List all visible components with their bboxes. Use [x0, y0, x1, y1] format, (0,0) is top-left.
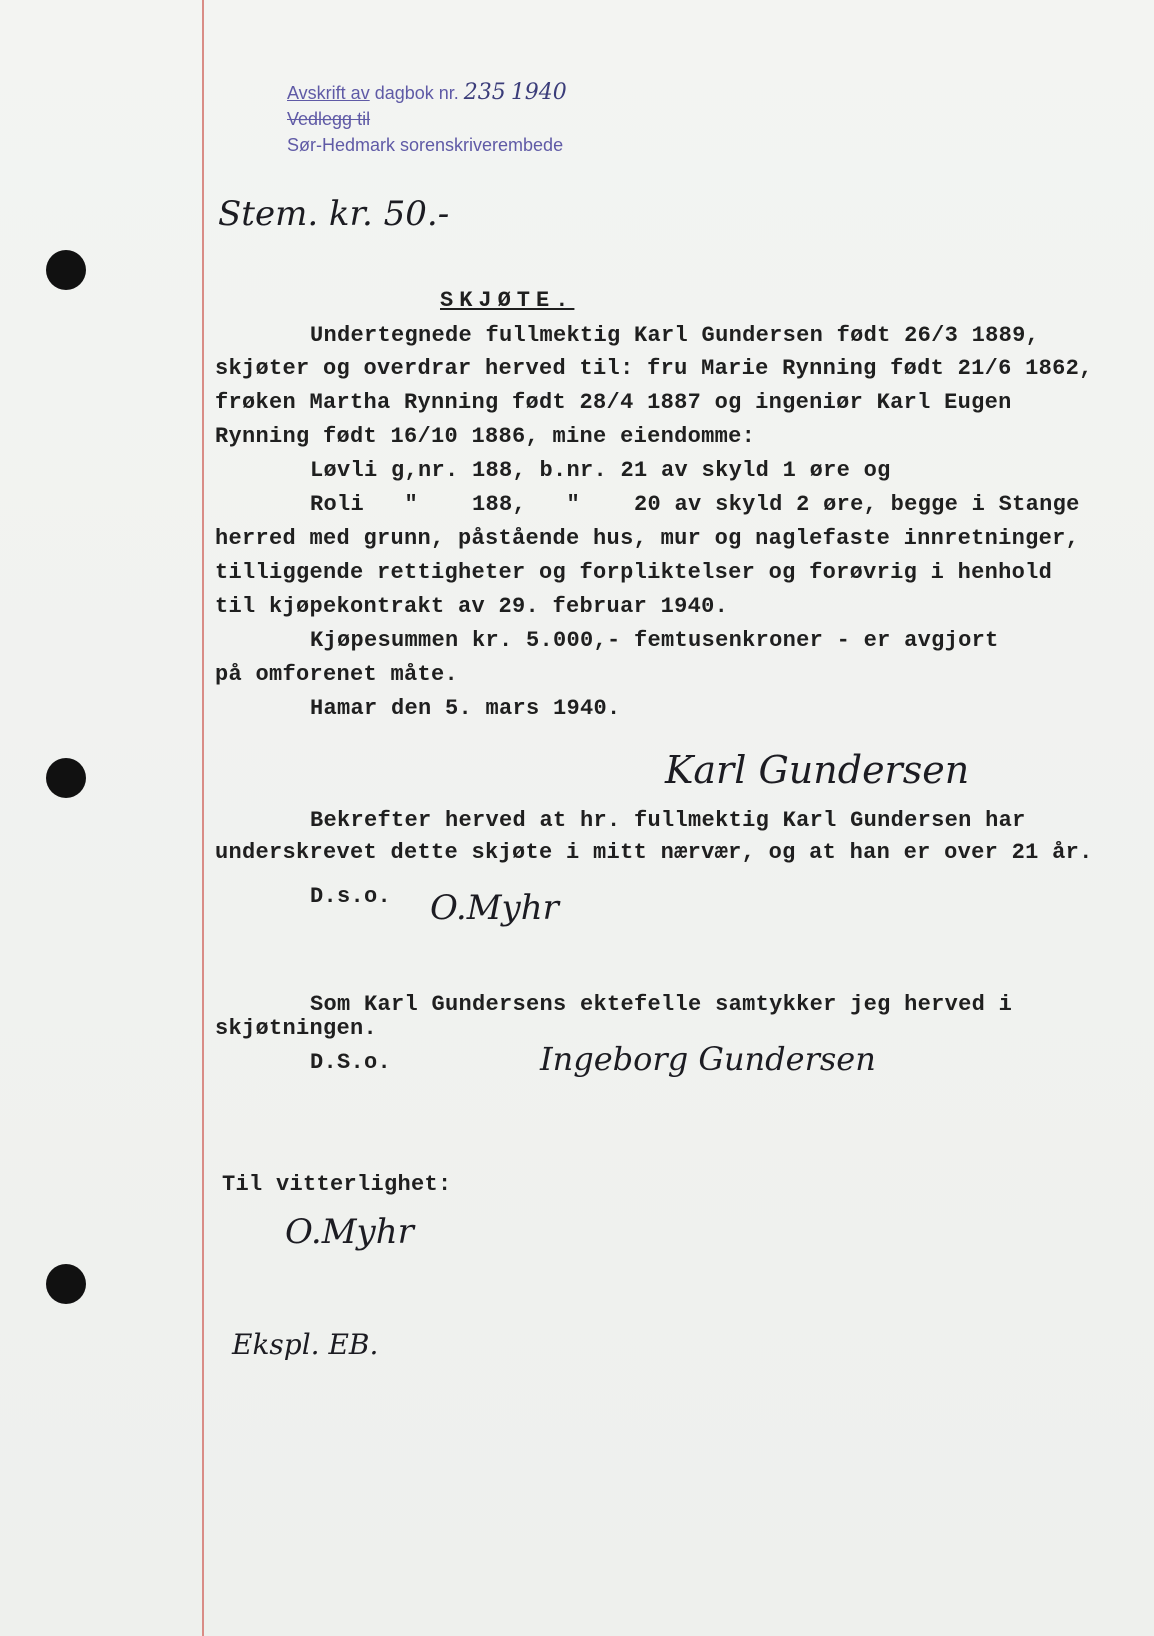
- stamp-dagbok-label: dagbok nr.: [374, 83, 459, 103]
- witness-label: Til vitterlighet:: [222, 1172, 452, 1197]
- stamp-year: 1940: [510, 80, 567, 105]
- stamp-office: Sør-Hedmark sorenskriverembede: [287, 135, 564, 155]
- dso-line: D.s.o.: [310, 884, 392, 909]
- stamp-prefix: Avskrift av: [287, 83, 370, 103]
- registry-stamp: [287, 80, 567, 158]
- signature-witness-2: O.Myhr: [285, 1212, 414, 1252]
- document-title: SKJØTE.: [440, 288, 575, 313]
- margin-line: [202, 0, 204, 1636]
- body-line: skjøter og overdrar herved til: fru Marie Rynning født 21/6 1862,: [215, 356, 1093, 381]
- confirm-line: underskrevet dette skjøte i mitt nærvær, og at han er over 21 år.: [215, 840, 1093, 865]
- body-line: herred med grunn, påstående hus, mur og naglefaste innretninger,: [215, 526, 1080, 551]
- punch-hole: [46, 1264, 86, 1304]
- body-line: Roli " 188, " 20 av skyld 2 øre, begge i Stange: [310, 492, 1080, 517]
- punch-hole: [46, 250, 86, 290]
- stamp-dagbok-number: 235: [463, 80, 506, 105]
- body-line: Hamar den 5. mars 1940.: [310, 696, 621, 721]
- spouse-line: skjøtningen.: [215, 1016, 378, 1041]
- body-line: på omforenet måte.: [215, 662, 459, 687]
- body-line: Rynning født 16/10 1886, mine eiendomme:: [215, 424, 756, 449]
- body-line: til kjøpekontrakt av 29. februar 1940.: [215, 594, 729, 619]
- confirm-line: Bekrefter herved at hr. fullmektig Karl Gundersen har: [310, 808, 1026, 833]
- stamp-struck-word: Vedlegg til: [287, 109, 371, 129]
- fee-note: Stem. kr. 50.-: [218, 194, 450, 234]
- dso-line: D.S.o.: [310, 1050, 392, 1075]
- signature-spouse: Ingeborg Gundersen: [540, 1040, 876, 1078]
- signature-witness: O.Myhr: [430, 888, 559, 928]
- body-line: Kjøpesummen kr. 5.000,- femtusenkroner - er avgjort: [310, 628, 999, 653]
- spouse-line: Som Karl Gundersens ektefelle samtykker jeg herved i: [310, 992, 1013, 1017]
- body-line: Løvli g,nr. 188, b.nr. 21 av skyld 1 øre og: [310, 458, 891, 483]
- punch-hole: [46, 758, 86, 798]
- body-line: frøken Martha Rynning født 28/4 1887 og ingeniør Karl Eugen: [215, 390, 1012, 415]
- body-line: tilliggende rettigheter og forpliktelser og forøvrig i henhold: [215, 560, 1053, 585]
- initials-note: Ekspl. EB.: [232, 1328, 379, 1361]
- signature-seller: Karl Gundersen: [665, 748, 970, 792]
- body-line: Undertegnede fullmektig Karl Gundersen født 26/3 1889,: [310, 323, 1040, 348]
